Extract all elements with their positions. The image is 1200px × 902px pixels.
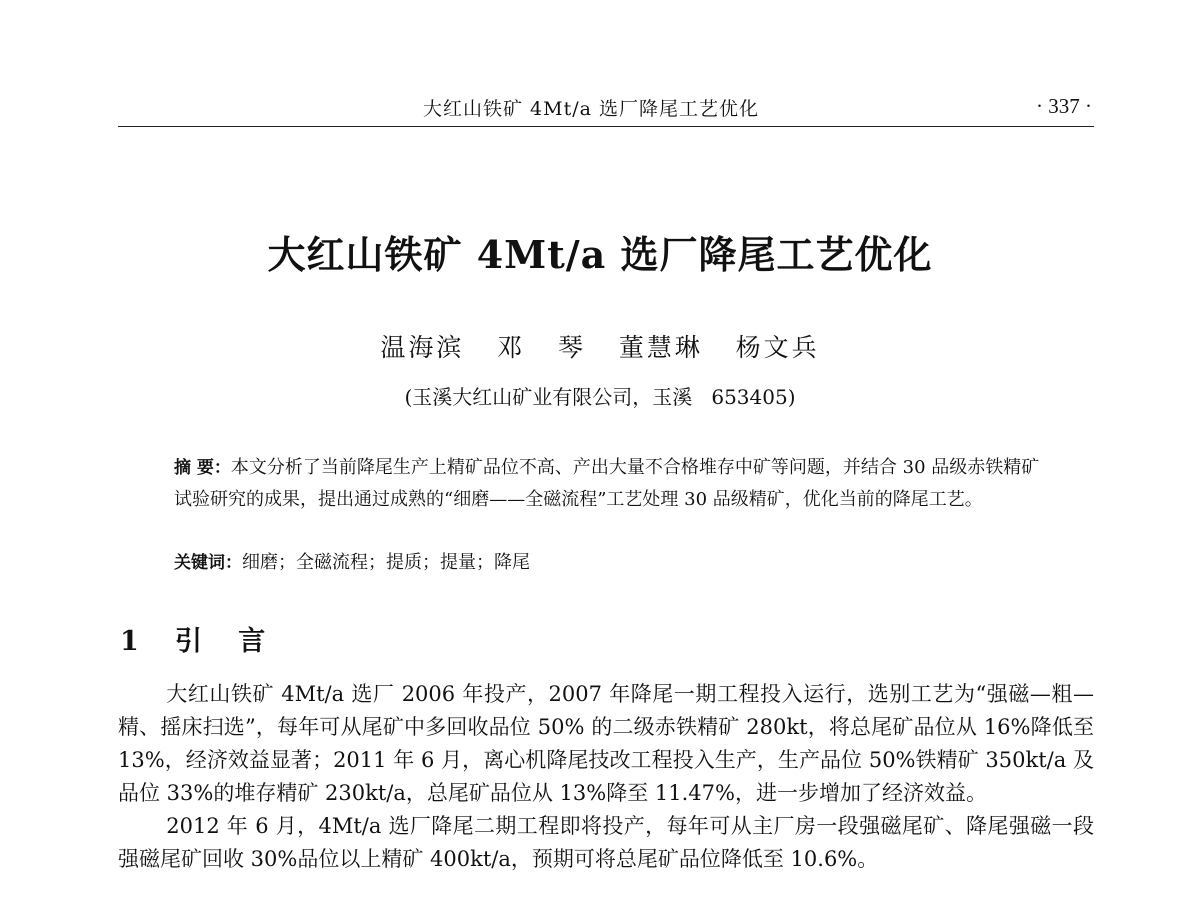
running-title: 大红山铁矿 4Mt/a 选厂降尾工艺优化	[423, 98, 759, 120]
section-number: 1	[120, 626, 141, 657]
body-paragraph-1: 大红山铁矿 4Mt/a 选厂 2006 年投产，2007 年降尾一期工程投入运行，选别工艺为“强磁—粗—精、摇床扫选”，每年可从尾矿中多回收品位 50% 的二级赤铁精矿 280kt，将总尾矿品位从 16%降低至 13%，经济效益显著；2011 年 6 月，离心机降尾技改工程投入生产，生产品位 50%铁精矿 350kt/a 及品位 33%的堆存精矿 230kt/a，总尾矿品位从 13%降至 11.47%，进一步增加了经济效益。	[118, 682, 1094, 805]
page-number: · 337 ·	[1036, 94, 1092, 118]
keywords-label: 关键词：	[174, 553, 242, 573]
body-paragraph-2: 2012 年 6 月，4Mt/a 选厂降尾二期工程即将投产，每年可从主厂房一段强磁尾矿、降尾强磁一段强磁尾矿回收 30%品位以上精矿 400kt/a，预期可将总尾矿品位降低至 10.6%。	[118, 814, 1094, 871]
affiliation: (玉溪大红山矿业有限公司，玉溪 653405)	[404, 385, 796, 409]
section-title: 引 言	[175, 626, 268, 657]
running-header	[118, 92, 1094, 122]
abstract-text: 本文分析了当前降尾生产上精矿品位不高、产出大量不合格堆存中矿等问题，并结合 30 品级赤铁精矿试验研究的成果，提出通过成熟的“细磨——全磁流程”工艺处理 30 品级精矿，优化当前的降尾工艺。	[174, 457, 1040, 510]
keywords	[174, 547, 1044, 579]
paper-title: 大红山铁矿 4Mt/a 选厂降尾工艺优化	[267, 232, 933, 277]
authors: 温海滨 邓 琴 董慧琳 杨文兵	[380, 333, 820, 362]
abstract	[174, 452, 1044, 515]
keywords-text: 细磨；全磁流程；提质；提量；降尾	[242, 552, 530, 573]
body-text	[118, 678, 1094, 876]
section-heading	[120, 619, 267, 658]
header-rule	[118, 126, 1094, 127]
abstract-label: 摘 要：	[174, 458, 231, 478]
